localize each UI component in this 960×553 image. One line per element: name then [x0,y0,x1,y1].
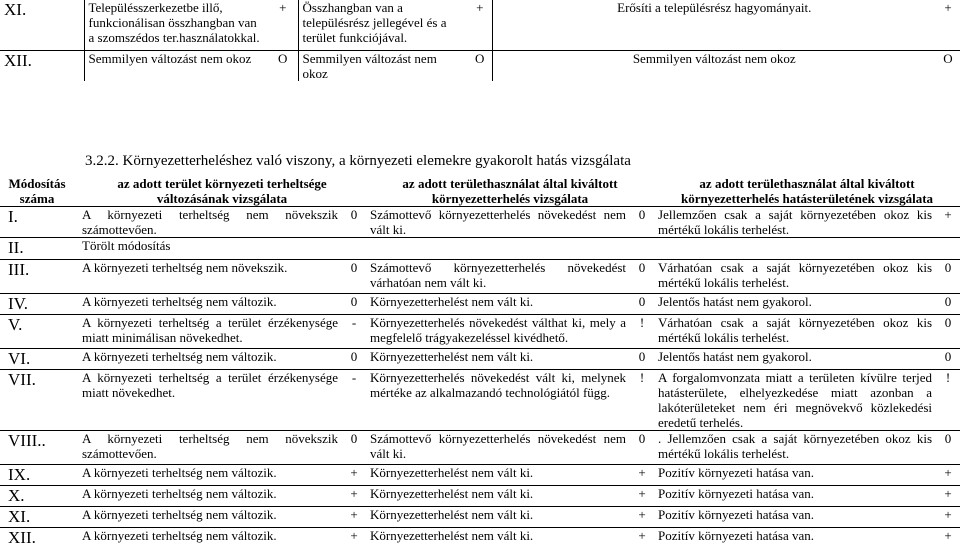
modification-number: II. [0,238,78,260]
hatasterulet-symbol: + [936,207,960,238]
kornyezetterheles-symbol: ! [630,315,654,349]
header-terheltseg: az adott terület környezeti terheltsége változásának vizsgálata [117,176,327,206]
hatasterulet-symbol: ! [936,370,960,431]
table-row [0,207,960,238]
hatasterulet-text: Várhatóan csak a saját környezetében okoz kis mértékű lokális terhelést. [654,315,936,349]
table-row [0,528,960,549]
terheltseg-text: A környezeti terheltség nem növekszik számottevően. [78,431,342,465]
top-cell-3: Semmilyen változást nem okoz [492,50,936,81]
terheltseg-text: A környezeti terheltség a terület érzékenysége miatt minimálisan növekedhet. [78,315,342,349]
hatasterulet-symbol: + [936,507,960,528]
top-symbol-3: + [936,0,960,50]
terheltseg-symbol: 0 [342,431,366,465]
terheltseg-text: A környezeti terheltség nem változik. [78,294,342,315]
kornyezetterheles-text: Környezetterhelést nem vált ki. [366,486,630,507]
terheltseg-text: Törölt módosítás [78,238,342,260]
table-row [0,465,960,486]
table-row [0,486,960,507]
kornyezetterheles-text: Környezetterhelést nem vált ki. [366,294,630,315]
kornyezetterheles-text [366,238,630,260]
hatasterulet-symbol: 0 [936,315,960,349]
table-row [0,349,960,370]
hatasterulet-symbol: + [936,528,960,549]
main-table [0,176,960,548]
kornyezetterheles-text: Számottevő környezetterhelés növekedést nem vált ki. [366,207,630,238]
modification-number: IX. [0,465,78,486]
modification-number: VI. [0,349,78,370]
terheltseg-text: A környezeti terheltség nem változik. [78,465,342,486]
top-cell-2: Összhangban van a településrész jellegével és a terület funkciójával. [298,0,468,50]
hatasterulet-text: Várhatóan csak a saját környezetében okoz kis mértékű lokális terhelést. [654,260,936,294]
hatasterulet-symbol: 0 [936,294,960,315]
hatasterulet-symbol: 0 [936,349,960,370]
hatasterulet-text: Pozitív környezeti hatása van. [654,486,936,507]
hatasterulet-text: Jelentős hatást nem gyakorol. [654,349,936,370]
table-row [0,507,960,528]
hatasterulet-symbol: 0 [936,260,960,294]
kornyezetterheles-symbol: ! [630,370,654,431]
terheltseg-symbol: 0 [342,294,366,315]
modification-number: XI. [0,507,78,528]
table-row [0,260,960,294]
modification-number: I. [0,207,78,238]
hatasterulet-text: Pozitív környezeti hatása van. [654,528,936,549]
kornyezetterheles-symbol: + [630,465,654,486]
kornyezetterheles-text: Számottevő környezetterhelés növekedést várhatóan nem vált ki. [366,260,630,294]
terheltseg-symbol: + [342,486,366,507]
top-row [0,0,960,50]
terheltseg-text: A környezeti terheltség nem növekszik. [78,260,342,294]
header-row [0,176,960,207]
hatasterulet-symbol [936,238,960,260]
hatasterulet-symbol: + [936,486,960,507]
hatasterulet-text: Pozitív környezeti hatása van. [654,507,936,528]
terheltseg-symbol: - [342,370,366,431]
hatasterulet-text: A forgalomvonzata miatt a területen kívülre terjed hatásterülete, elhelyezkedése miatt azonban a lakóterületeket nem éri megnövekvő közlekedési eredetű terhelés. [654,370,936,431]
table-row [0,315,960,349]
terheltseg-text: A környezeti terheltség a terület érzékenysége miatt növekedhet. [78,370,342,431]
modification-number: III. [0,260,78,294]
header-hatasterulet: az adott területhasználat által kiváltott környezetterhelés hatásterületének vizsgálata [681,176,934,206]
kornyezetterheles-symbol: + [630,507,654,528]
modification-number: VIII.. [0,431,78,465]
kornyezetterheles-text: Környezetterhelést nem vált ki. [366,349,630,370]
top-symbol-3: O [943,50,953,66]
top-table [0,0,960,81]
modification-number: XII. [0,528,78,549]
top-cell-1: Településszerkezetbe illő, funkcionálisan összhangban van a szomszédos ter.használatokkal. [84,0,268,50]
modification-number: VII. [0,370,78,431]
kornyezetterheles-text: Számottevő környezetterhelés növekedést nem vált ki. [366,431,630,465]
terheltseg-symbol: - [342,315,366,349]
hatasterulet-text: Jelentős hatást nem gyakorol. [654,294,936,315]
table-row [0,370,960,431]
top-symbol-2: + [468,0,492,50]
top-row-number: XI. [0,0,84,50]
top-cell-2: Semmilyen változást nem okoz [298,50,468,81]
top-symbol-1: + [268,0,298,50]
top-symbol-2: O [475,50,485,66]
hatasterulet-text [654,238,936,260]
top-symbol-1: O [278,50,288,66]
kornyezetterheles-symbol: 0 [630,431,654,465]
table-row [0,294,960,315]
modification-number: IV. [0,294,78,315]
modification-number: V. [0,315,78,349]
kornyezetterheles-symbol [630,238,654,260]
table-row [0,431,960,465]
terheltseg-text: A környezeti terheltség nem változik. [78,486,342,507]
terheltseg-symbol: + [342,528,366,549]
hatasterulet-text: Pozitív környezeti hatása van. [654,465,936,486]
terheltseg-text: A környezeti terheltség nem változik. [78,349,342,370]
hatasterulet-text: . Jellemzően csak a saját környezetében okoz kis mértékű lokális terhelést. [654,431,936,465]
top-row [0,50,960,81]
terheltseg-text: A környezeti terheltség nem változik. [78,528,342,549]
terheltseg-symbol: + [342,507,366,528]
kornyezetterheles-text: Környezetterhelést nem vált ki. [366,465,630,486]
kornyezetterheles-symbol: 0 [630,349,654,370]
terheltseg-text: A környezeti terheltség nem növekszik számottevően. [78,207,342,238]
terheltseg-symbol: + [342,465,366,486]
terheltseg-symbol: 0 [342,207,366,238]
table-row [0,238,960,260]
top-cell-3: Erősíti a településrész hagyományait. [492,0,936,50]
terheltseg-text: A környezeti terheltség nem változik. [78,507,342,528]
hatasterulet-symbol: 0 [936,431,960,465]
kornyezetterheles-text: Környezetterhelést nem vált ki. [366,507,630,528]
kornyezetterheles-text: Környezetterhelést nem vált ki. [366,528,630,549]
hatasterulet-text: Jellemzően csak a saját környezetében okoz kis mértékű lokális terhelést. [654,207,936,238]
header-modification-number: Módosítás száma [8,176,66,206]
terheltseg-symbol: 0 [342,349,366,370]
header-kornyezetterheles: az adott területhasználat által kiváltott környezetterhelés vizsgálata [402,176,618,206]
terheltseg-symbol: 0 [342,260,366,294]
modification-number: X. [0,486,78,507]
top-row-number: XII. [4,50,32,70]
hatasterulet-symbol: + [936,465,960,486]
kornyezetterheles-symbol: 0 [630,207,654,238]
kornyezetterheles-text: Környezetterhelés növekedést válthat ki, mely a megfelelő trágyakezeléssel kivédhető. [366,315,630,349]
section-heading: 3.2.2. Környezetterheléshez való viszony, a környezeti elemekre gyakorolt hatás vizsgálata [85,153,631,169]
kornyezetterheles-symbol: 0 [630,294,654,315]
top-cell-1: Semmilyen változást nem okoz [84,50,268,81]
kornyezetterheles-symbol: + [630,528,654,549]
kornyezetterheles-symbol: + [630,486,654,507]
kornyezetterheles-text: Környezetterhelés növekedést vált ki, melynek mértéke az alkalmazandó technológiától függ. [366,370,630,431]
kornyezetterheles-symbol: 0 [630,260,654,294]
terheltseg-symbol [342,238,366,260]
